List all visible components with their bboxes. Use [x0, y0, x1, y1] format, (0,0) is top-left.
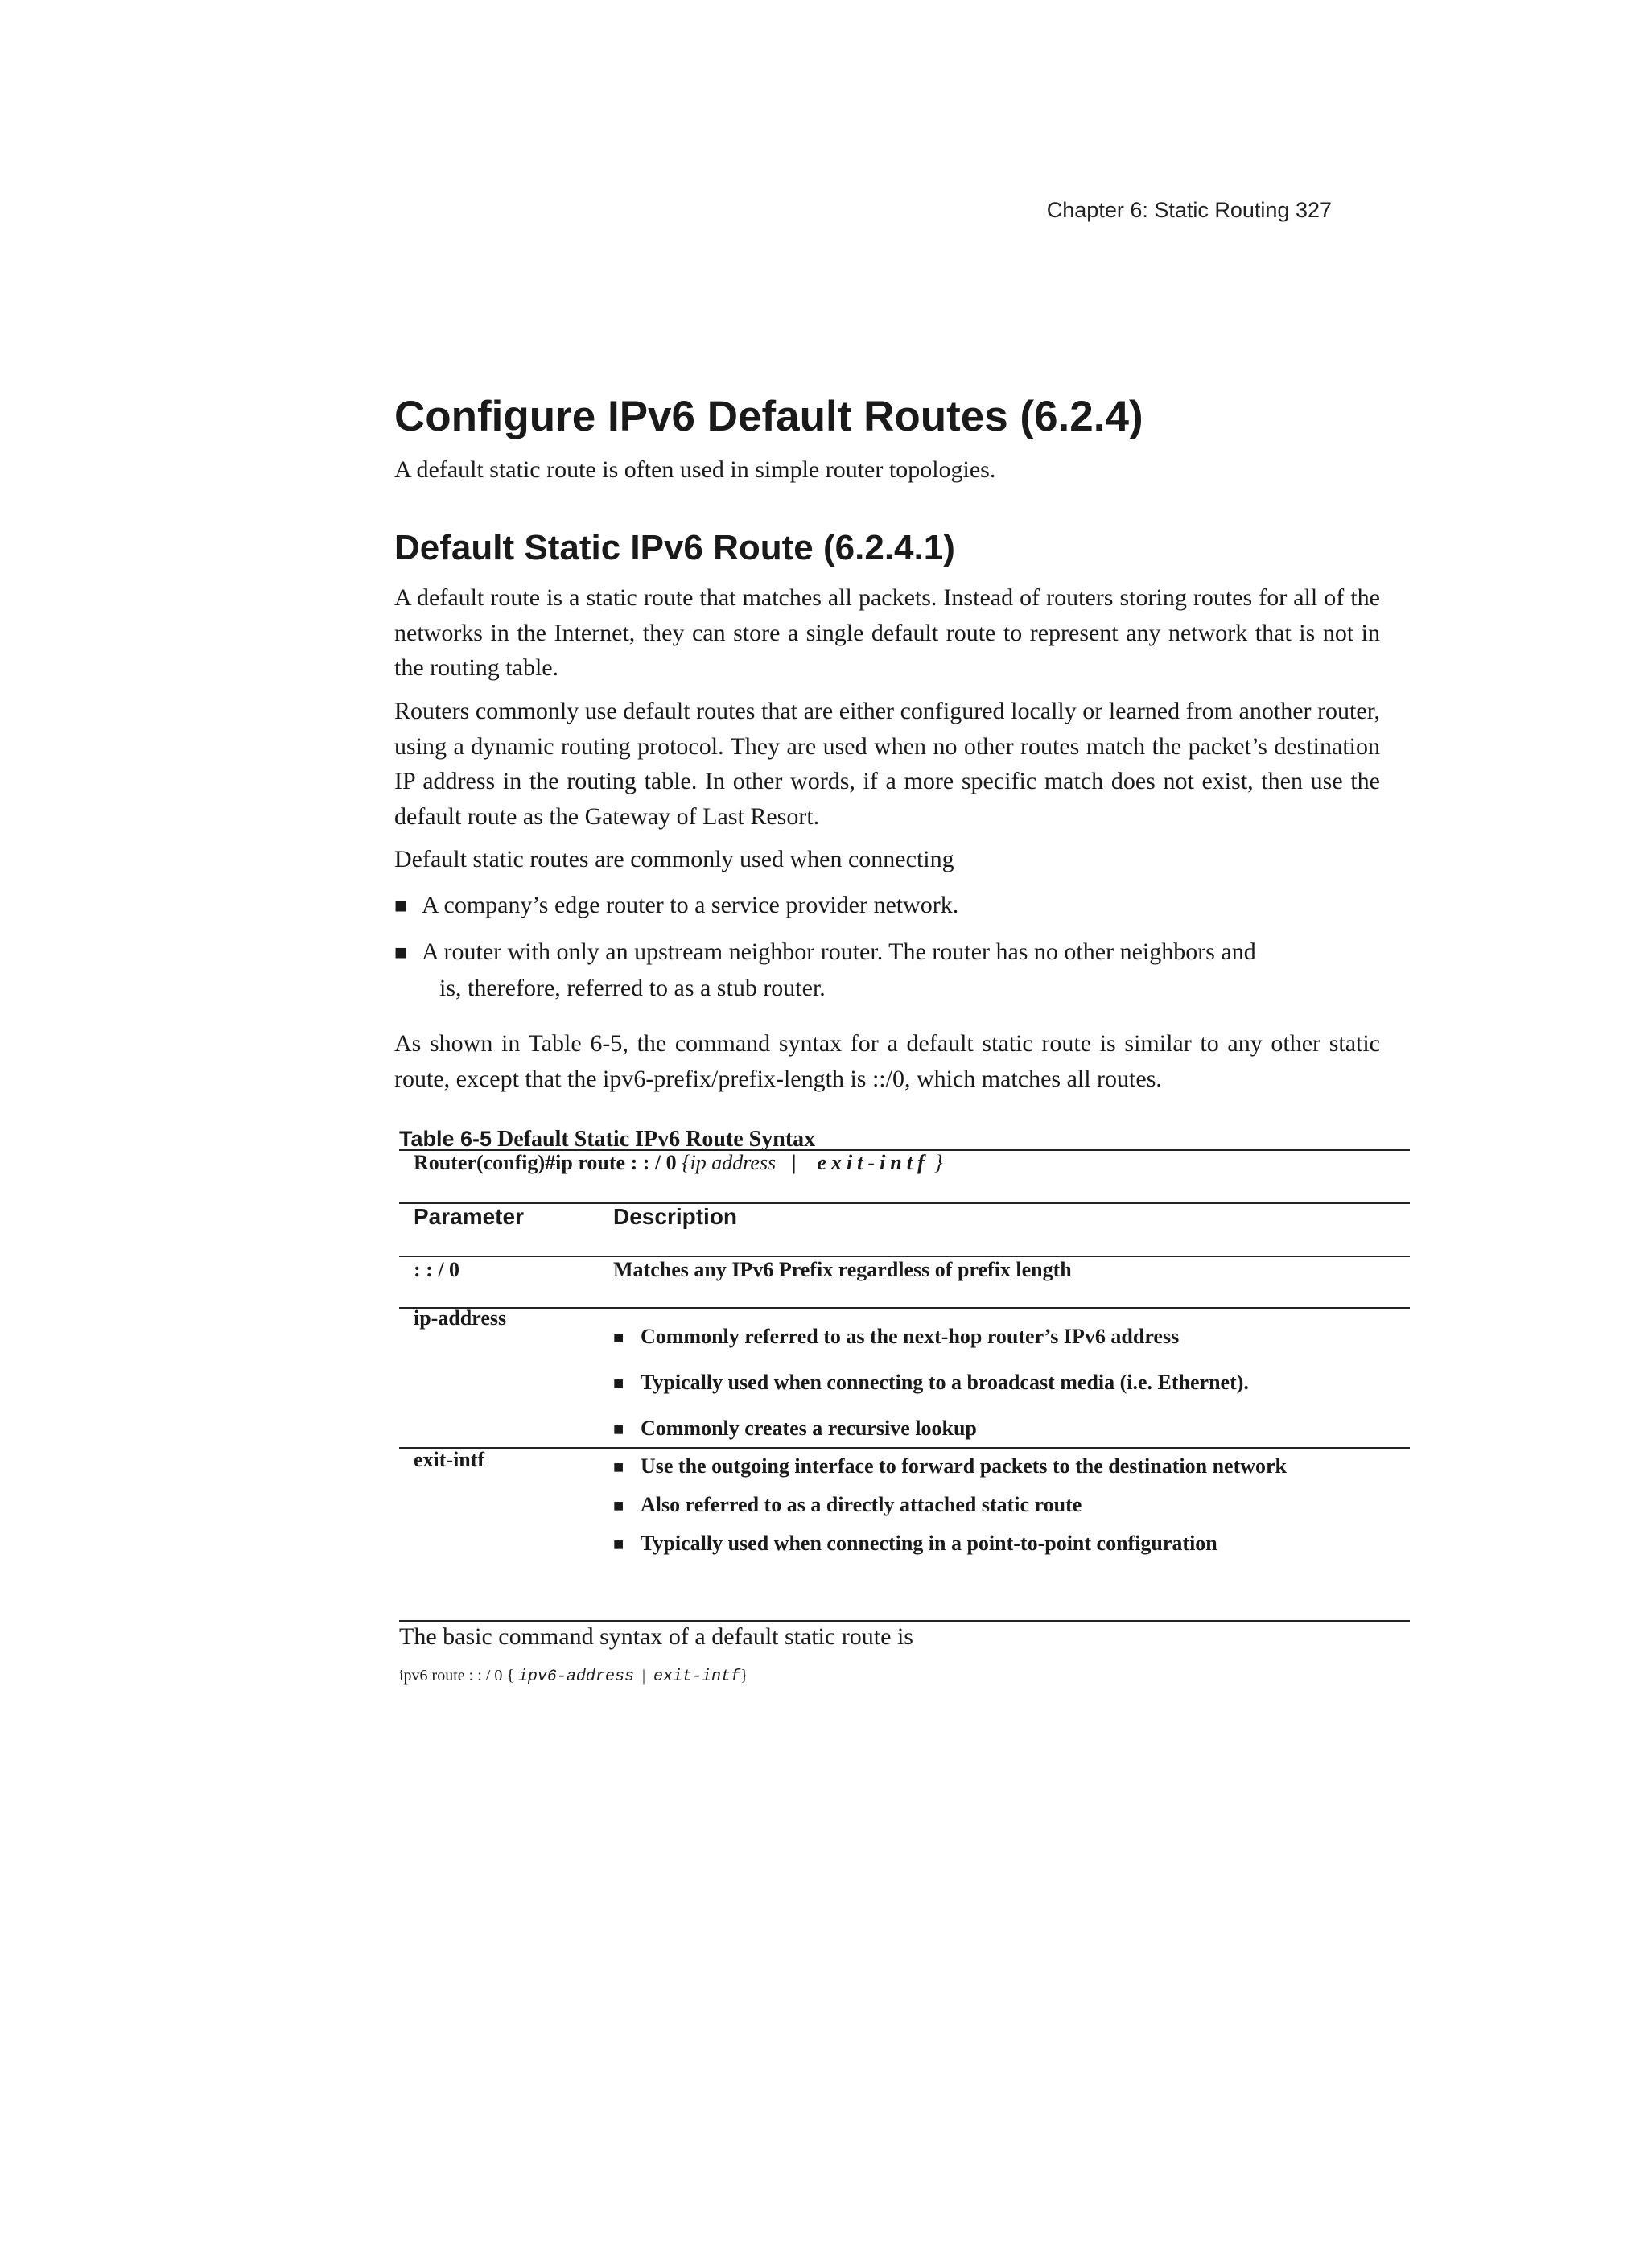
- table-title: Default Static IPv6 Route Syntax: [497, 1127, 816, 1152]
- table-label: Table 6-5: [399, 1127, 492, 1151]
- table-row-desc: Matches any IPv6 Prefix regardless of prefix length: [613, 1258, 1072, 1281]
- table-item-text: Typically used when connecting to a broadcast media (i.e. Ethernet).: [641, 1371, 1249, 1394]
- running-header: Chapter 6: Static Routing 327: [1046, 198, 1332, 222]
- bullet-square-icon: ■: [613, 1373, 624, 1393]
- column-header-parameter: Parameter: [414, 1204, 524, 1229]
- syntax-arg: exit-intf: [817, 1151, 929, 1174]
- paragraph-table-reference: As shown in Table 6-5, the command syntax for a default static route is similar to any other static route, except that the ipv6-prefix/prefix-length is ::/0, which matches all routes.: [394, 1030, 1380, 1092]
- section-intro: A default static route is often used in simple router topologies.: [394, 456, 996, 483]
- paragraph-commonly-used: Default static routes are commonly used when connecting: [394, 846, 954, 872]
- bullet-square-icon: ■: [613, 1457, 624, 1477]
- cmd-arg-intf: exit-intf: [653, 1668, 740, 1686]
- paragraph-routers-default: Routers commonly use default routes that are either configured locally or learned from another router, using a dynamic routing protocol. They are used when no other routes match the packet’s destination IP address in the routing table. In other words, if a more specific match does not exist, then use the default route as the Gateway of Last Resort.: [394, 698, 1380, 830]
- cmd-arg-address: ipv6-address: [517, 1668, 634, 1686]
- bullet-square-icon: ■: [394, 941, 407, 964]
- table-row-item: [613, 1531, 1217, 1557]
- bullet-continuation: is, therefore, referred to as a stub router.: [439, 974, 826, 1001]
- table-item-text: Commonly referred to as the next-hop router’s IPv6 address: [641, 1325, 1180, 1348]
- bullet-item: [394, 888, 1380, 924]
- bullet-text: A company’s edge router to a service provider network.: [422, 892, 959, 918]
- table-row-item: [613, 1370, 1249, 1396]
- bullet-text: A router with only an upstream neighbor router. The router has no other neighbors and: [422, 938, 1256, 965]
- bullet-square-icon: ■: [613, 1495, 624, 1515]
- closing-text: The basic command syntax of a default static route is: [399, 1623, 913, 1650]
- table-item-text: Typically used when connecting in a point-to-point configuration: [641, 1532, 1217, 1555]
- syntax-close: }: [934, 1151, 943, 1174]
- bullet-item: [394, 934, 1380, 1005]
- table-row-param: ip-address: [414, 1306, 507, 1330]
- table-item-text: Use the outgoing interface to forward packets to the destination network: [641, 1454, 1288, 1478]
- bullet-square-icon: ■: [613, 1419, 624, 1439]
- cmd-prefix: ipv6 route : : / 0 {: [399, 1667, 514, 1685]
- table-rule: [399, 1447, 1410, 1449]
- cmd-separator: |: [641, 1667, 645, 1685]
- bullet-square-icon: ■: [613, 1327, 624, 1347]
- bullet-square-icon: ■: [613, 1534, 624, 1554]
- table-row-item: [613, 1416, 977, 1442]
- bullet-square-icon: ■: [394, 894, 407, 918]
- table-row-item: [613, 1324, 1179, 1350]
- section-title: Configure IPv6 Default Routes (6.2.4): [394, 393, 1143, 440]
- table-syntax: [414, 1149, 943, 1177]
- syntax-prefix: Router(config)#ip route : : / 0: [414, 1151, 677, 1174]
- table-item-text: Commonly creates a recursive lookup: [641, 1416, 977, 1440]
- paragraph-default-route: A default route is a static route that matches all packets. Instead of routers storing routes for all of the networks in the Internet, they can store a single default route to represent any network that is not in the routing table.: [394, 584, 1380, 681]
- table-row-param: exit-intf: [414, 1448, 485, 1471]
- table-rule: [399, 1202, 1410, 1204]
- column-header-description: Description: [613, 1204, 738, 1229]
- table-row-param: : : / 0: [414, 1258, 460, 1281]
- table-row-item: [613, 1492, 1082, 1519]
- subsection-title: Default Static IPv6 Route (6.2.4.1): [394, 528, 955, 567]
- table-rule: [399, 1307, 1410, 1309]
- command-syntax: [399, 1664, 748, 1689]
- syntax-separator: |: [791, 1151, 797, 1174]
- cmd-close: }: [740, 1667, 748, 1685]
- table-row-item: [613, 1454, 1287, 1480]
- table-item-text: Also referred to as a directly attached static route: [641, 1493, 1082, 1516]
- syntax-open: {ip address: [682, 1151, 777, 1174]
